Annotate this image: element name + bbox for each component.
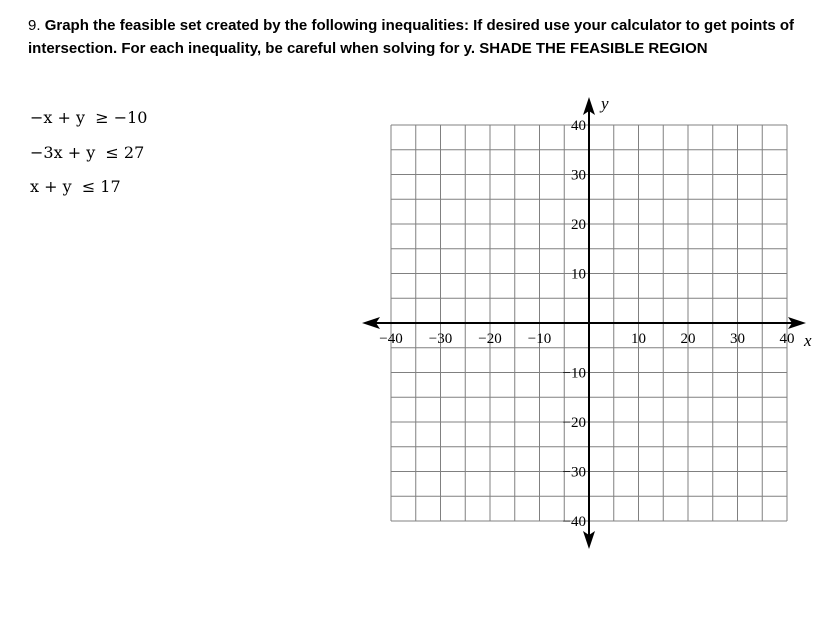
y-axis-label: y bbox=[601, 94, 609, 113]
y-tick-label: 20 bbox=[571, 217, 586, 233]
y-tick-label: 30 bbox=[571, 167, 586, 184]
x-tick-label: 10 bbox=[631, 331, 646, 347]
x-tick-label: −10 bbox=[527, 331, 552, 347]
y-tick-label: 10 bbox=[571, 266, 586, 283]
y-tick-label: −30 bbox=[562, 464, 586, 481]
inequality-1: −x + y ≥ −10 bbox=[30, 108, 148, 127]
x-axis-label: x bbox=[804, 331, 812, 350]
question-prompt: Graph the feasible set created by the following inequalities: If desired use your calculator to get points of intersection. For each inequality, be careful when solving for y. SHADE THE FEASIBLE REGION bbox=[28, 17, 794, 57]
x-tick-label: 40 bbox=[779, 331, 795, 347]
x-tick-label: 20 bbox=[680, 331, 696, 347]
y-tick-label: 40 bbox=[571, 118, 586, 134]
y-tick-label: −10 bbox=[562, 365, 586, 382]
x-tick-label: −30 bbox=[428, 331, 453, 347]
inequality-3: x + y ≤ 17 bbox=[30, 177, 121, 196]
axes bbox=[362, 97, 806, 549]
x-tick-label: −20 bbox=[478, 331, 502, 347]
y-tick-label: −20 bbox=[562, 415, 586, 431]
x-tick-label: −40 bbox=[379, 331, 403, 347]
x-tick-label: 30 bbox=[730, 331, 745, 347]
question-number: 9. bbox=[28, 17, 41, 34]
y-tick-label: −40 bbox=[562, 514, 586, 530]
inequality-2: −3x + y ≤ 27 bbox=[30, 143, 145, 162]
